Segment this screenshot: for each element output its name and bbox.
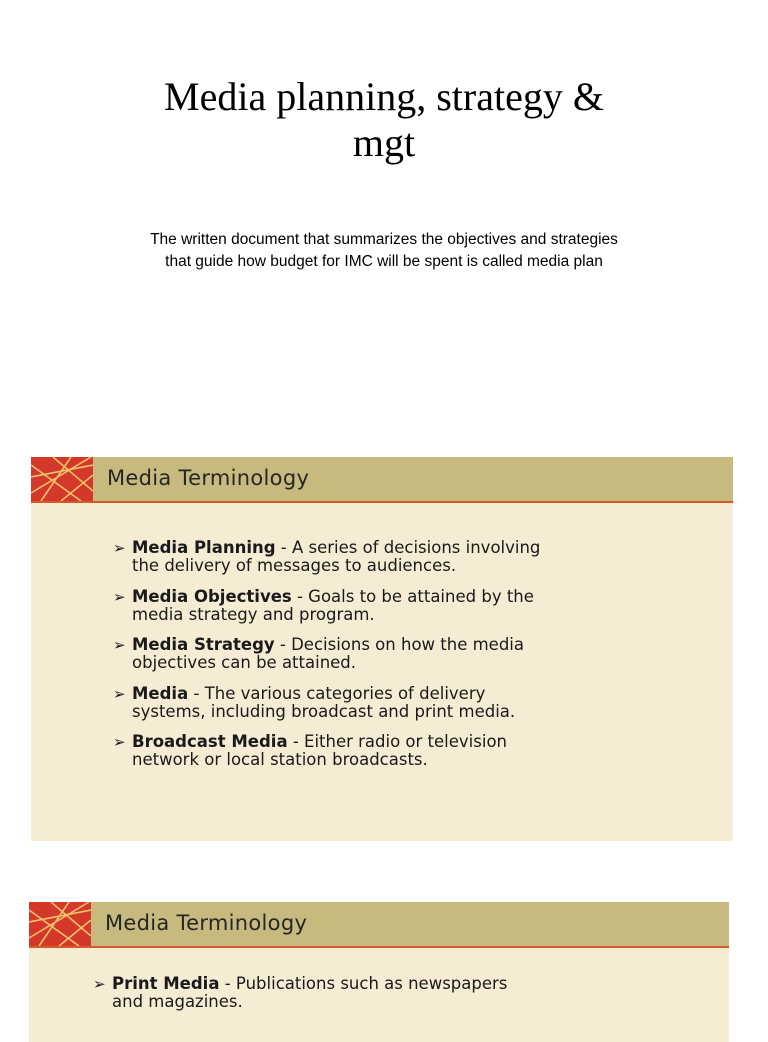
bullet-text: - Goals to be attained by the	[291, 586, 534, 606]
arrowhead-bullet-icon: ➢	[113, 539, 126, 557]
starburst-logo-icon	[31, 457, 93, 501]
arrowhead-bullet-icon: ➢	[93, 975, 106, 993]
summary-line: that guide how budget for IMC will be spent is called media plan	[165, 253, 603, 270]
bullet-term: Media Planning	[132, 538, 276, 557]
bullet-text: - Either radio or television	[287, 732, 507, 751]
arrowhead-bullet-icon: ➢	[113, 587, 126, 606]
bullet-list	[93, 975, 715, 1024]
bullet-line	[112, 975, 715, 993]
bullet-line	[132, 636, 719, 654]
list-item	[113, 539, 719, 575]
bullet-term: Broadcast Media	[132, 732, 288, 751]
bullet-line: and magazines.	[112, 992, 243, 1011]
bullet-term: Media	[132, 683, 189, 703]
bullet-line	[132, 733, 719, 751]
bullet-line: objectives can be attained.	[132, 653, 357, 672]
bullet-line: media strategy and program.	[132, 604, 375, 624]
bullet-text: - The various categories of delivery	[188, 683, 486, 703]
bullet-line	[132, 685, 719, 703]
arrowhead-bullet-icon: ➢	[113, 733, 126, 751]
arrowhead-bullet-icon: ➢	[113, 684, 126, 703]
bullet-line	[132, 588, 719, 606]
bullet-line	[132, 539, 719, 557]
list-item	[113, 733, 719, 769]
bullet-term: Media Strategy	[132, 635, 275, 654]
starburst-logo-icon	[29, 902, 91, 946]
bullet-line: the delivery of messages to audiences.	[132, 556, 457, 575]
summary-line: The written document that summarizes the objectives and strategies	[150, 231, 618, 248]
list-item	[113, 588, 719, 624]
bullet-term: Print Media	[112, 974, 220, 993]
slide-media-terminology-2	[29, 902, 729, 1042]
slide-header	[31, 457, 733, 503]
bullet-list	[113, 539, 719, 782]
list-item	[113, 636, 719, 672]
summary-text	[0, 229, 768, 273]
bullet-term: Media Objectives	[132, 586, 292, 606]
bullet-text: - A series of decisions involving	[275, 538, 541, 557]
slide-title: Media Terminology	[105, 911, 308, 935]
page-title	[0, 74, 768, 166]
bullet-text: - Publications such as newspapers	[219, 974, 508, 993]
list-item	[93, 975, 715, 1011]
slide-header	[29, 902, 729, 948]
slide-media-terminology-1	[31, 457, 733, 841]
list-item	[113, 685, 719, 721]
bullet-text: - Decisions on how the media	[274, 635, 524, 654]
title-line: mgt	[352, 120, 416, 165]
bullet-line: network or local station broadcasts.	[132, 750, 428, 769]
title-line: Media planning, strategy &	[164, 74, 604, 119]
slide-title: Media Terminology	[107, 466, 310, 490]
arrowhead-bullet-icon: ➢	[113, 636, 126, 654]
bullet-line: systems, including broadcast and print media.	[132, 701, 516, 721]
